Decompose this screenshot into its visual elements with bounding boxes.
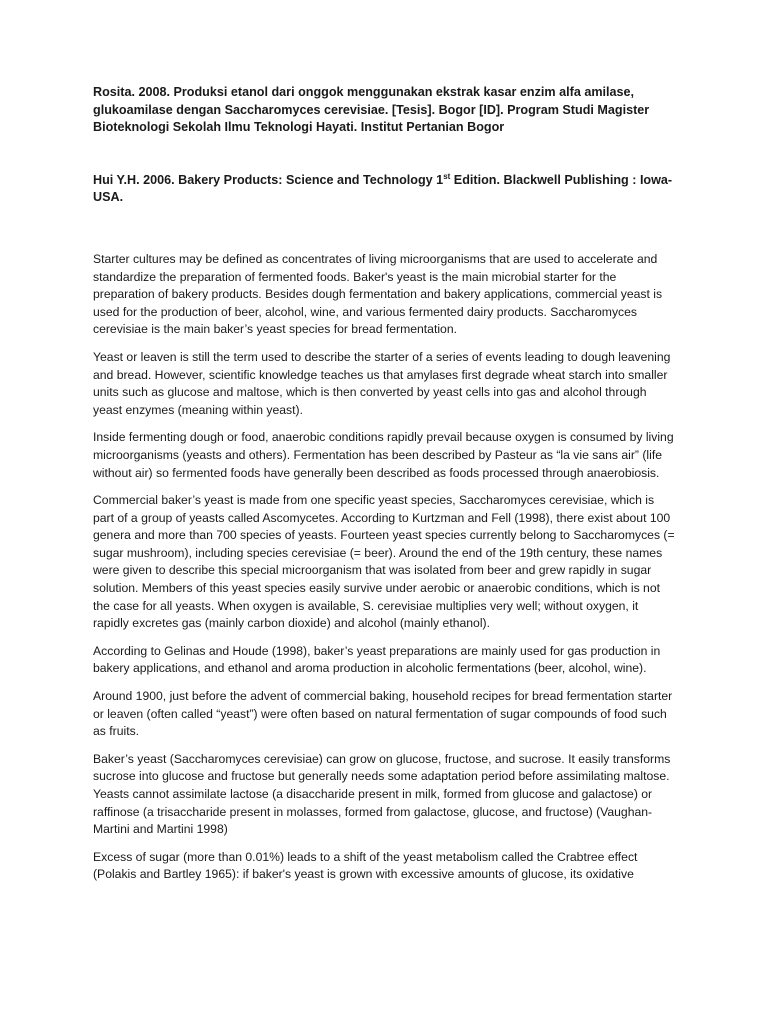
body-text [93,251,677,884]
document-content [93,84,677,894]
paragraph-gelinas-houde: According to Gelinas and Houde (1998), baker’s yeast preparations are mainly used for gas production in bakery applications, and ethanol and aroma production in alcoholic fermentations (beer, alcohol, wine). [93,643,661,676]
reference-rosita: Rosita. 2008. Produksi etanol dari onggok menggunakan ekstrak kasar enzim alfa amilase, glukoamilase dengan Saccharomyces cerevisiae. [Tesis]. Bogor [ID]. Program Studi Magister Bioteknologi Sekolah Ilmu Teknologi Hayati. Institut Pertanian Bogor [93,85,650,135]
paragraph-sugar-assimilation: Baker’s yeast (Saccharomyces cerevisiae) can grow on glucose, fructose, and sucrose. It easily transforms sucrose into glucose and fructose but generally needs some adaptation period before assimilating maltose. Yeasts cannot assimilate lactose (a disaccharide present in milk, formed from glucose and galactose) or raffinose (a trisaccharide present in molasses, formed from galactose, glucose, and fructose) (Vaughan-Martini and Martini 1998) [93,751,671,837]
reference-hui-publisher: Edition. Blackwell Publishing : Iowa-USA. [93,172,673,205]
paragraph-yeast-or-leaven: Yeast or leaven is still the term used to describe the starter of a series of events leading to dough leavening and bread. However, scientific knowledge teaches us that amylases first degrade wheat starch into smaller units such as glucose and maltose, which is then converted by yeast cells into gas and alcohol through yeast enzymes (meaning within yeast). [93,349,671,417]
paragraph-starter-cultures: Starter cultures may be defined as concentrates of living microorganisms that are used to accelerate and standardize the preparation of fermented foods. Baker's yeast is the main microbial starter for the preparation of bakery products. Besides dough fermentation and bakery applications, commercial yeast is used for the production of beer, alcohol, wine, and various fermented dairy products. Saccharomyces cerevisiae is the main baker’s yeast species for bread fermentation. [93,251,663,337]
paragraph-anaerobic-conditions: Inside fermenting dough or food, anaerobic conditions rapidly prevail because oxygen is consumed by living microorganisms (yeasts and others). Fermentation has been described by Pasteur as “la vie sans air” (life without air) so fermented foods have generally been described as foods processed through anaerobiosis. [93,430,674,480]
paragraph-around-1900: Around 1900, just before the advent of commercial baking, household recipes for bread fermentation starter or leaven (often called “yeast”) were often based on natural fermentation of sugar compounds of food such as fruits. [93,689,673,739]
paragraph-crabtree-effect: Excess of sugar (more than 0.01%) leads to a shift of the yeast metabolism called the Crabtree effect (Polakis and Bartley 1965): if baker's yeast is grown with excessive amounts of glucose, its oxidative [93,849,638,882]
paragraph-commercial-yeast: Commercial baker’s yeast is made from one specific yeast species, Saccharomyces cerevisiae, which is part of a group of yeasts called Ascomycetes. According to Kurtzman and Fell (1998), there exist about 100 genera and more than 700 species of yeasts. Fourteen yeast species currently belong to Saccharomyces (= sugar mushroom), including species cerevisiae (= beer). Around the end of the 19th century, these names were given to describe this special microorganism that was isolated from beer and grew rapidly in sugar solution. Members of this yeast species easily survive under aerobic or anaerobic conditions, which is not the case for all yeasts. When oxygen is available, S. cerevisiae multiplies very well; without oxygen, it rapidly excretes gas (mainly carbon dioxide) and alcohol (mainly ethanol). [93,493,675,631]
reference-hui-title: Hui Y.H. 2006. Bakery Products: Science and Technology 1 [93,172,444,187]
reference-hui [93,172,677,207]
reference-hui-superscript: st [443,171,451,181]
